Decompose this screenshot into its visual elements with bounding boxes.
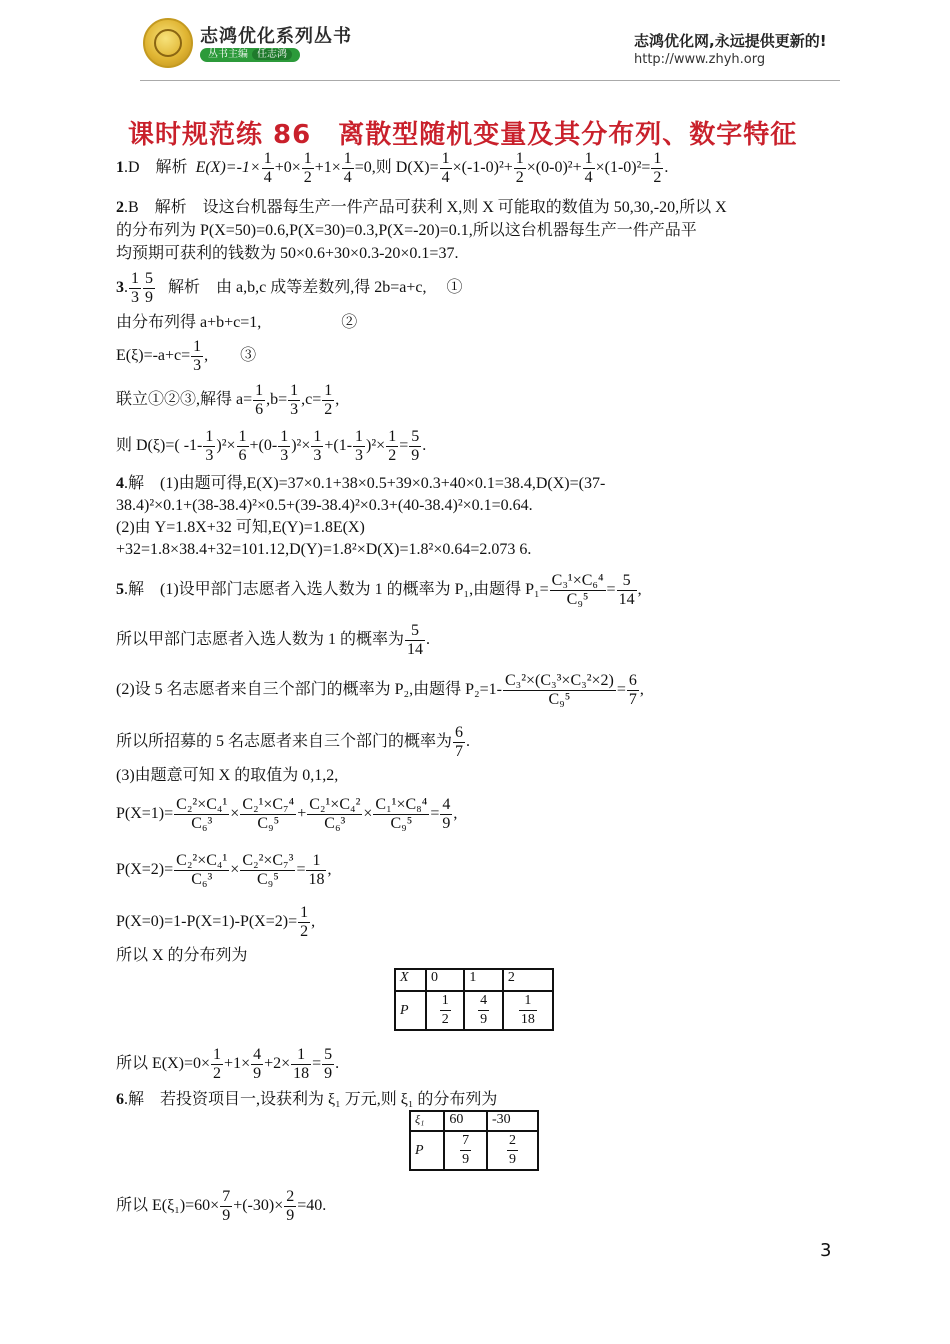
fraction: $\frac{1}{2}$ <box>300 904 309 940</box>
q5-distribution-table <box>394 968 554 1031</box>
q5-px1: P(X=1)= $\frac{\text{C₂²×C₄¹}}{\text{C₆³}}$ × $\frac{\text{C₂¹×C₇⁴}}{\text{C₉⁵}}$ + $\frac{\text{C₂¹×C₄²}}{\text{C₆³}}$ × $\frac{\text{C₁¹×C₈⁴}}{\text{C₉⁵}}$ = $\frac{4}{9}$ , <box>116 796 458 832</box>
fraction: $\frac{5}{9}$ <box>145 270 153 306</box>
fraction: $\frac{5}{14}$ <box>407 622 424 658</box>
fraction: $\frac{1}{3}$ <box>355 428 364 464</box>
fraction: $\frac{4}{9}$ <box>253 1046 262 1082</box>
fraction: $\frac{1}{4}$ <box>441 150 450 186</box>
q2-line-1 <box>116 198 727 218</box>
page-number: 3 <box>820 1240 832 1261</box>
q5-number: 5 <box>116 581 124 599</box>
fraction: $\frac{1}{3}$ <box>290 382 299 418</box>
table-cell: 0 <box>426 969 464 991</box>
page-title: 课时规范练 86 离散型随机变量及其分布列、数字特征 <box>128 120 798 150</box>
q1-text: ×(-1-0)²+ <box>452 159 513 177</box>
q3-line-4: 联立①②③,解得 a= $\frac{1}{6}$ ,b= $\frac{1}{3}$ ,c= $\frac{1}{2}$ , <box>116 382 340 418</box>
fraction: $\frac{5}{9}$ <box>411 428 420 464</box>
fraction: $\frac{7}{9}$ <box>222 1188 231 1224</box>
fraction: $\frac{\text{C₂¹×C₄²}}{\text{C₆³}}$ <box>309 796 361 832</box>
q3-line-3: E(ξ)=-a+c= $\frac{1}{3}$ , ③ <box>116 338 257 374</box>
fraction: $\frac{1}{18}$ <box>308 852 325 888</box>
table-header-p: P <box>395 991 426 1030</box>
table-cell: $\frac{7}{9}$ <box>444 1131 487 1170</box>
q1-text: . <box>664 159 669 177</box>
q1-text: +1× <box>314 159 341 177</box>
table-cell: $\frac{1}{18}$ <box>503 991 553 1030</box>
q4-line-3: (2)由 Y=1.8X+32 可知,E(Y)=1.8E(X) <box>116 519 365 536</box>
fraction: $\frac{1}{2}$ <box>653 150 662 186</box>
q6-number: 6 <box>116 1091 124 1108</box>
fraction: $\frac{6}{7}$ <box>455 724 464 760</box>
fraction: $\frac{\text{C₂¹×C₇⁴}}{\text{C₉⁵}}$ <box>242 796 295 832</box>
fraction: $\frac{1}{2}$ <box>213 1046 222 1082</box>
header-divider <box>140 80 840 81</box>
q1-answer: .D 解析 <box>124 159 188 177</box>
fraction: $\frac{1}{3}$ <box>131 270 139 306</box>
site-url[interactable]: http://www.zhyh.org <box>634 52 766 67</box>
fraction: $\frac{1}{6}$ <box>255 382 264 418</box>
q4-line-4: +32=1.8×38.4+32=101.12,D(Y)=1.8²×D(X)=1.8²×0.64=2.073 6. <box>116 541 532 558</box>
q2-line-3: 均预期可获利的钱数为 50×0.6+30×0.3-20×0.1=37. <box>116 245 459 262</box>
fraction: $\frac{1}{3}$ <box>205 428 214 464</box>
table-header-p: P <box>410 1131 444 1170</box>
q5-dist-intro: 所以 X 的分布列为 <box>116 947 248 964</box>
table-cell: 2 <box>503 969 553 991</box>
fraction: $\frac{\text{C₂²×C₄¹}}{\text{C₆³}}$ <box>176 796 228 832</box>
fraction: $\frac{\text{C₂²×C₇³}}{\text{C₉⁵}}$ <box>242 852 294 888</box>
brand-sub-label: 丛书主编 <box>208 49 248 60</box>
q6-line-1: 6.解 若投资项目一,设获利为 ξ₁ 万元,则 ξ₁ 的分布列为 <box>116 1091 498 1108</box>
q2-number: 2 <box>116 199 124 216</box>
table-cell: -30 <box>487 1111 538 1131</box>
q4-line-2: 38.4)²×0.1+(38-38.4)²×0.5+(39-38.4)²×0.3+(40-38.4)²×0.1=0.64. <box>116 497 533 514</box>
fraction: $\frac{5}{9}$ <box>324 1046 333 1082</box>
q5-part3-intro: (3)由题意可知 X 的取值为 0,1,2, <box>116 767 339 784</box>
fraction: $\frac{1}{2}$ <box>303 150 312 186</box>
fraction: $\frac{1}{3}$ <box>313 428 322 464</box>
fraction: $\frac{1}{18}$ <box>293 1046 310 1082</box>
brand-subtitle <box>200 48 300 62</box>
fraction: $\frac{1}{4}$ <box>343 150 352 186</box>
q1-text: E(X)=-1× <box>195 159 261 177</box>
q4-number: 4 <box>116 475 124 492</box>
slogan: 志鸿优化网,永远提供更新的! <box>634 32 827 50</box>
fraction: $\frac{1}{2}$ <box>388 428 397 464</box>
fraction: $\frac{1}{3}$ <box>193 338 202 374</box>
q3-line-2: 由分布列得 a+b+c=1, ② <box>116 314 358 331</box>
brand-title: 志鸿优化系列丛书 <box>200 26 352 47</box>
table-cell: 1 <box>464 969 502 991</box>
fraction: $\frac{1}{4}$ <box>584 150 593 186</box>
fraction: $\frac{\text{C₁¹×C₈⁴}}{\text{C₉⁵}}$ <box>375 796 428 832</box>
q6-distribution-table <box>409 1110 539 1171</box>
q2-text: .B 解析 设这台机器每生产一件产品可获利 X,则 X 可能取的数值为 50,30,-20,所以 X <box>124 199 727 216</box>
q1-number: 1 <box>116 159 124 177</box>
fraction: $\frac{\text{C₃²×(C₃³×C₃²×2)}}{\text{C₉⁵}}$ <box>504 672 614 708</box>
table-header-x: X <box>395 969 426 991</box>
q6-expectation: 所以 E(ξ₁)=60× $\frac{7}{9}$ +(-30)× $\frac{2}{9}$ =40. <box>116 1188 327 1224</box>
q5-px2: P(X=2)= $\frac{\text{C₂²×C₄¹}}{\text{C₆³}}$ × $\frac{\text{C₂²×C₇³}}{\text{C₉⁵}}$ = $\frac{1}{18}$ , <box>116 852 332 888</box>
fraction: $\frac{6}{7}$ <box>628 672 637 708</box>
q5-part1: 5.解 (1)设甲部门志愿者入选人数为 1 的概率为 P₁,由题得 P₁= $\frac{\text{C₃¹×C₆⁴}}{\text{C₉⁵}}$ = $\frac{5}{14}$ , <box>116 572 642 608</box>
q2-line-2: 的分布列为 P(X=50)=0.6,P(X=30)=0.3,P(X=-20)=0.1,所以这台机器每生产一件产品平 <box>116 222 697 239</box>
q1-text: ×(1-0)²= <box>595 159 651 177</box>
q5-part2: (2)设 5 名志愿者来自三个部门的概率为 P₂,由题得 P₂=1- $\frac{\text{C₃²×(C₃³×C₃²×2)}}{\text{C₉⁵}}$ = $\frac{6}{7}$ , <box>116 672 644 708</box>
q4-line-1: 4.解 (1)由题可得,E(X)=37×0.1+38×0.5+39×0.3+40×0.1=38.4,D(X)=(37- <box>116 475 606 492</box>
q3-line-1: 3. $\frac{1}{3}$ $\frac{5}{9}$ 解析 由 a,b,c 成等差数列,得 2b=a+c, ① <box>116 270 463 306</box>
q1-text: ×(0-0)²+ <box>526 159 582 177</box>
fraction: $\frac{5}{14}$ <box>618 572 635 608</box>
q3-text: 解析 由 a,b,c 成等差数列,得 2b=a+c, ① <box>168 279 463 297</box>
q1-text: +0× <box>274 159 301 177</box>
fraction: $\frac{1}{6}$ <box>238 428 247 464</box>
table-cell: $\frac{4}{9}$ <box>464 991 502 1030</box>
q5-expectation: 所以 E(X)=0× $\frac{1}{2}$ +1× $\frac{4}{9}$ +2× $\frac{1}{18}$ = $\frac{5}{9}$ . <box>116 1046 340 1082</box>
q5-part1-conclusion: 所以甲部门志愿者入选人数为 1 的概率为 $\frac{5}{14}$ . <box>116 622 431 658</box>
fraction: $\frac{1}{2}$ <box>515 150 524 186</box>
fraction: $\frac{1}{4}$ <box>263 150 272 186</box>
fraction: $\frac{\text{C₂²×C₄¹}}{\text{C₆³}}$ <box>176 852 228 888</box>
q3-line-5: 则 D(ξ)=( -1- $\frac{1}{3}$ )²× $\frac{1}{6}$ +(0- $\frac{1}{3}$ )²× $\frac{1}{3}$ +(1- $\frac{1}{3}$ )²× $\frac{1}{2}$ = $\frac{5}{9}$ . <box>116 428 427 464</box>
publisher-logo <box>143 18 193 68</box>
fraction: $\frac{1}{3}$ <box>280 428 289 464</box>
q5-part2-conclusion: 所以所招募的 5 名志愿者来自三个部门的概率为 $\frac{6}{7}$ . <box>116 724 471 760</box>
table-header-x: ξ₁ <box>410 1111 444 1131</box>
fraction: $\frac{2}{9}$ <box>286 1188 295 1224</box>
q5-px0: P(X=0)=1-P(X=1)-P(X=2)= $\frac{1}{2}$ , <box>116 904 316 940</box>
fraction: $\frac{1}{2}$ <box>324 382 333 418</box>
fraction: $\frac{\text{C₃¹×C₆⁴}}{\text{C₉⁵}}$ <box>551 572 604 608</box>
table-cell: 60 <box>444 1111 487 1131</box>
table-cell: $\frac{1}{2}$ <box>426 991 464 1030</box>
q1-line <box>116 150 668 187</box>
brand-editor: 任志鸿 <box>252 49 292 60</box>
q1-text: =0,则 D(X)= <box>354 159 439 177</box>
q3-number: 3 <box>116 279 124 297</box>
fraction: $\frac{4}{9}$ <box>442 796 451 832</box>
table-cell: $\frac{2}{9}$ <box>487 1131 538 1170</box>
